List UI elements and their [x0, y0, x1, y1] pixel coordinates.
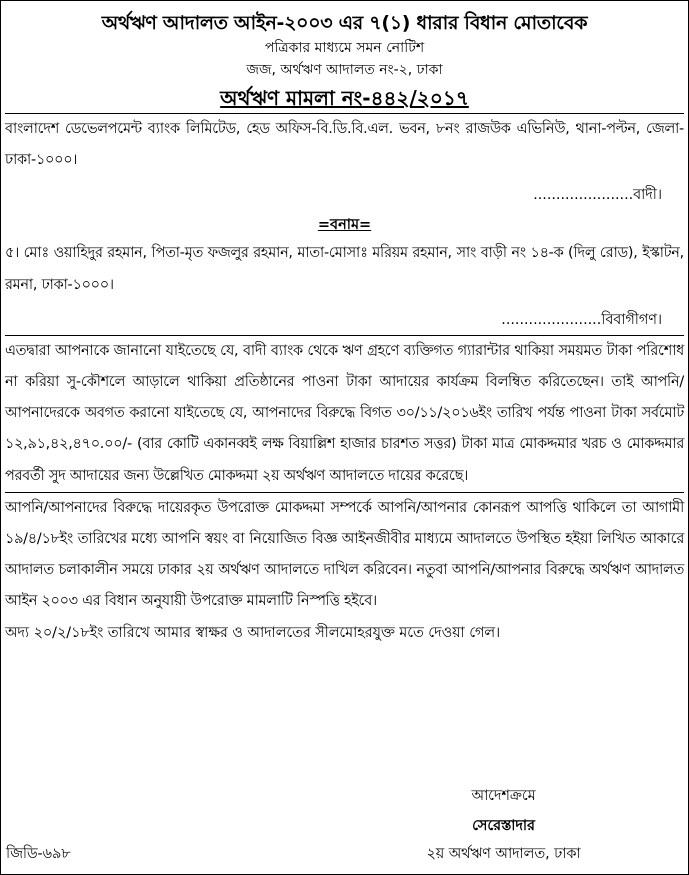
plaintiff-label: ......................বাদী। — [533, 187, 662, 204]
defendant-address: ৫। মোঃ ওয়াহিদুর রহমান, পিতা-মৃত ফজলুর রহমান, মাতা-মোসাঃ মরিয়ম রহমান, সাং বাড়ী নং ১৪-ক (দিলু রোড), ইস্কাটন, রমনা, ঢাকা-১০০০। — [5, 245, 684, 293]
court-line: জজ, অর্থঋণ আদালত নং-২, ঢাকা — [246, 62, 443, 78]
defendant-label: ......................বিবাগীগণ। — [501, 311, 662, 328]
issue-date-line: অদ্য ২০/২/১৮ইং তারিখে আমার স্বাক্ষর ও আদালতের সীলমোহরযুক্ত মতে দেওয়া গেল। — [5, 624, 501, 641]
plaintiff-address: বাংলাদেশ ডেভেলপমেন্ট ব্যাংক লিমিটেড, হেড অফিস-বি.ডি.বি.এল. ভবন, ৮নং রাজউক এভিনিউ, থানা-পল্টন, জেলা-ঢাকা-১০০০। — [5, 121, 684, 169]
body-paragraph: এতদ্বারা আপনাকে জানানো যাইতেছে যে, বাদী ব্যাংক থেকে ঋণ গ্রহণে ব্যক্তিগত গ্যারান্টার থাকিয়া সময়মত টাকা পরিশোধ না করিয়া সু-কৌশলে আড়ালে থাকিয়া প্রতিষ্ঠানের পাওনা টাকা আদায়ের কার্যক্রম বিলম্বিত করিতেছেন। তাই আপনি/আপনাদেরকে অবগত করানো যাইতেছে যে, আপনাদের বিরুদ্ধে বিগত ৩০/১১/২০১৬ইং তারিখ পর্যন্ত পাওনা টাকা সর্বমোট ১২,৯১,৪২,৪৭০.০০/- (বার কোটি একানব্বই লক্ষ বিয়াল্লিশ হাজার চারশত সত্তর) টাকা মাত্র মোকদ্দমার খরচ ও মোকদ্দমার পরবর্তী সুদ আদায়ের জন্য উল্লেখিত মোকদ্দমা ২য় অর্থঋণ আদালতে দায়ের করেছে। — [5, 342, 684, 484]
gd-code: জিডি-৬৯৮ — [6, 846, 71, 862]
by-order-label: আদেশক্রমে — [471, 788, 536, 804]
versus-heading: =বনাম= — [317, 217, 372, 234]
notice-headline: অর্থঋণ আদালত আইন-২০০৩ এর ৭(১) ধারার বিধান মোতাবেক — [101, 12, 588, 34]
body-paragraph: আপনি/আপনাদের বিরুদ্ধে দায়েরকৃত উপরোক্ত মোকদ্দমা সম্পর্কে আপনি/আপনার কোনরূপ আপত্তি থাকিলে তা আগামী ১৯/৪/১৮ইং তারিখের মধ্যে আপনি স্বয়ং বা নিয়োজিত বিজ্ঞ আইনজীবীর মাধ্যমে আদালতে উপস্থিত হইয়া লিখিত আকারে আদালত চলাকালীন সময়ে ঢাকার ২য় অর্থঋণ আদালতে দাখিল করিবেন। নতুবা আপনি/আপনার বিরুদ্ধে অর্থঋণ আদালত আইন ২০০৩ এর বিধান অনুযায়ী উপরোক্ত মামলাটি নিস্পত্তি হইবে। — [5, 499, 684, 610]
court-name: ২য় অর্থঋণ আদালত, ঢাকা — [426, 846, 581, 862]
case-title: অর্থঋণ মামলা নং-৪৪২/২০১৭ — [220, 86, 469, 110]
officer-title: সেরেস্তাদার — [472, 818, 535, 834]
notice-subtitle: পত্রিকার মাধ্যমে সমন নোটিশ — [264, 40, 425, 56]
